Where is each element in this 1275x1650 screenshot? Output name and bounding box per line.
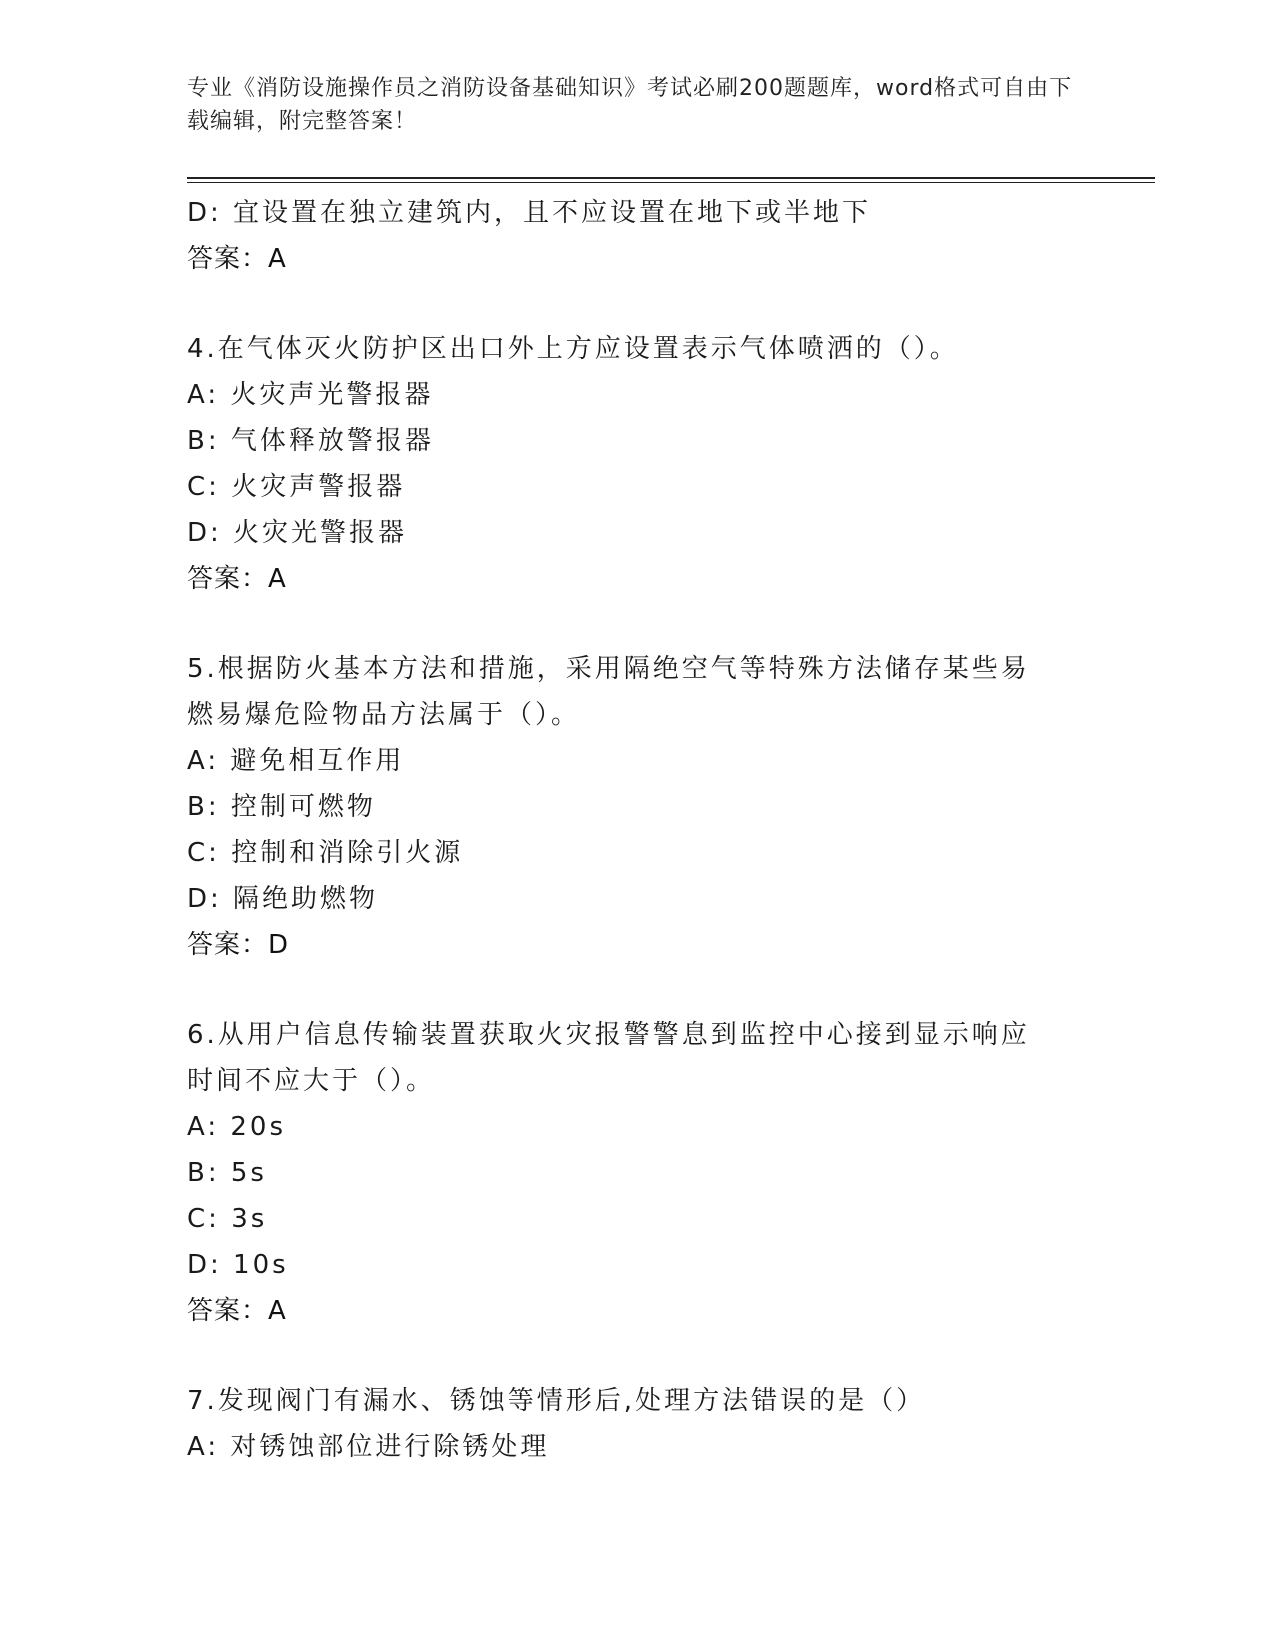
- question-text: 4.在气体灭火防护区出口外上方应设置表示气体喷洒的（）。: [187, 334, 959, 364]
- option-d: D: 宜设置在独立建筑内，且不应设置在地下或半地下: [187, 198, 872, 228]
- option-a: A: 对锈蚀部位进行除锈处理: [187, 1432, 550, 1462]
- document-header: 专业《消防设施操作员之消防设备基础知识》考试必刷200题题库，word格式可自由下载编辑，附完整答案！: [187, 76, 1073, 134]
- answer: 答案：A: [187, 1296, 287, 1326]
- question-text: 6.从用户信息传输装置获取火灾报警警息到监控中心接到显示响应时间不应大于（）。: [187, 1020, 1030, 1096]
- option-c: C: 控制和消除引火源: [187, 838, 464, 868]
- option-d: D: 隔绝助燃物: [187, 884, 379, 914]
- question-6: [187, 1012, 1107, 1334]
- option-b: B: 5s: [187, 1158, 267, 1188]
- answer: 答案：A: [187, 564, 287, 594]
- option-d: D: 10s: [187, 1250, 289, 1280]
- option-d: D: 火灾光警报器: [187, 518, 408, 548]
- question-text: 7.发现阀门有漏水、锈蚀等情形后,处理方法错误的是（）: [187, 1386, 926, 1416]
- option-b: B: 气体释放警报器: [187, 426, 434, 456]
- option-b: B: 控制可燃物: [187, 792, 376, 822]
- question-7: [187, 1378, 1107, 1470]
- option-c: C: 火灾声警报器: [187, 472, 406, 502]
- question-text: 5.根据防火基本方法和措施，采用隔绝空气等特殊方法储存某些易燃易爆危险物品方法属于（）。: [187, 654, 1030, 730]
- answer: 答案：D: [187, 930, 290, 960]
- header-divider-thick: [187, 177, 1155, 179]
- question-5: [187, 646, 1107, 968]
- question-4: [187, 326, 1107, 602]
- option-a: A: 火灾声光警报器: [187, 380, 434, 410]
- answer: 答案：A: [187, 244, 287, 274]
- option-c: C: 3s: [187, 1204, 268, 1234]
- question-list: [187, 190, 1107, 1470]
- option-a: A: 20s: [187, 1112, 286, 1142]
- question-3-continuation: [187, 190, 1107, 282]
- header-divider-thin: [187, 182, 1155, 183]
- option-a: A: 避免相互作用: [187, 746, 405, 776]
